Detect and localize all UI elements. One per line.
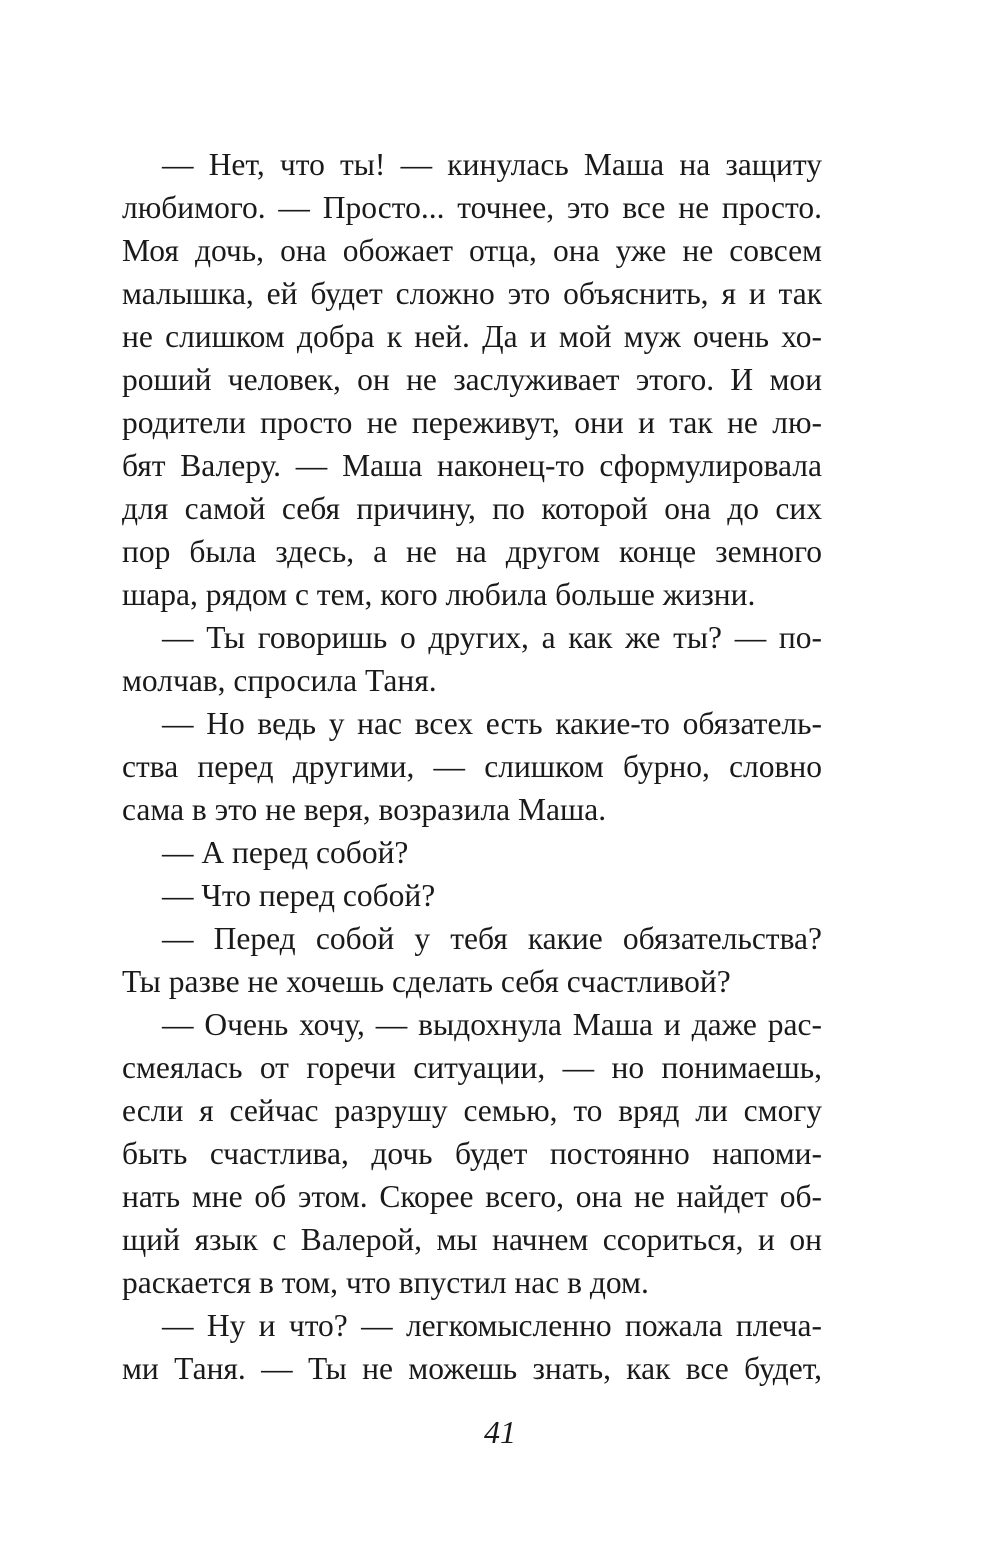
text-line: быть счастлива, дочь будет постоянно напоми-: [122, 1136, 822, 1171]
text-line: Ты разве не хочешь сделать себя счастливой?: [122, 964, 731, 999]
text-line: сама в это не веря, возразила Маша.: [122, 792, 607, 827]
text-line: ми Таня. — Ты не можешь знать, как все будет,: [122, 1351, 822, 1386]
text-line: пор была здесь, а не на другом конце земного: [122, 534, 822, 569]
text-line: ства перед другими, — слишком бурно, словно: [122, 749, 822, 784]
text-line: — Но ведь у нас всех есть какие-то обязатель-: [162, 706, 822, 741]
text-line: родители просто не переживут, они и так не лю-: [122, 405, 822, 440]
text-line: — А перед собой?: [162, 835, 409, 870]
text-line: — Нет, что ты! — кинулась Маша на защиту: [162, 147, 822, 182]
text-line: — Перед собой у тебя какие обязательства?: [162, 921, 822, 956]
text-line: роший человек, он не заслуживает этого. И мои: [122, 362, 822, 397]
text-line: нать мне об этом. Скорее всего, она не найдет об-: [122, 1179, 822, 1214]
text-line: Моя дочь, она обожает отца, она уже не совсем: [122, 233, 822, 268]
text-line: малышка, ей будет сложно это объяснить, я и так: [122, 276, 822, 311]
page-number: 41: [484, 1414, 516, 1450]
text-line: — Ты говоришь о других, а как же ты? — по-: [162, 620, 822, 655]
text-line: смеялась от горечи ситуации, — но понимаешь,: [122, 1050, 822, 1085]
text-line: — Что перед собой?: [162, 878, 436, 913]
text-line: — Ну и что? — легкомысленно пожала плеча-: [162, 1308, 822, 1343]
text-line: — Очень хочу, — выдохнула Маша и даже рас-: [162, 1007, 822, 1042]
text-line: бят Валеру. — Маша наконец-то сформулировала: [122, 448, 822, 483]
text-line: шара, рядом с тем, кого любила больше жизни.: [122, 577, 756, 612]
text-line: если я сейчас разрушу семью, то вряд ли смогу: [122, 1093, 822, 1128]
body-text: [122, 143, 822, 1390]
text-line: щий язык с Валерой, мы начнем ссориться, и он: [122, 1222, 822, 1257]
text-line: раскается в том, что впустил нас в дом.: [122, 1265, 649, 1300]
text-line: не слишком добра к ней. Да и мой муж очень хо-: [122, 319, 822, 354]
text-line: молчав, спросила Таня.: [122, 663, 437, 698]
text-line: любимого. — Просто... точнее, это все не просто.: [122, 190, 822, 225]
text-line: для самой себя причину, по которой она до сих: [122, 491, 822, 526]
